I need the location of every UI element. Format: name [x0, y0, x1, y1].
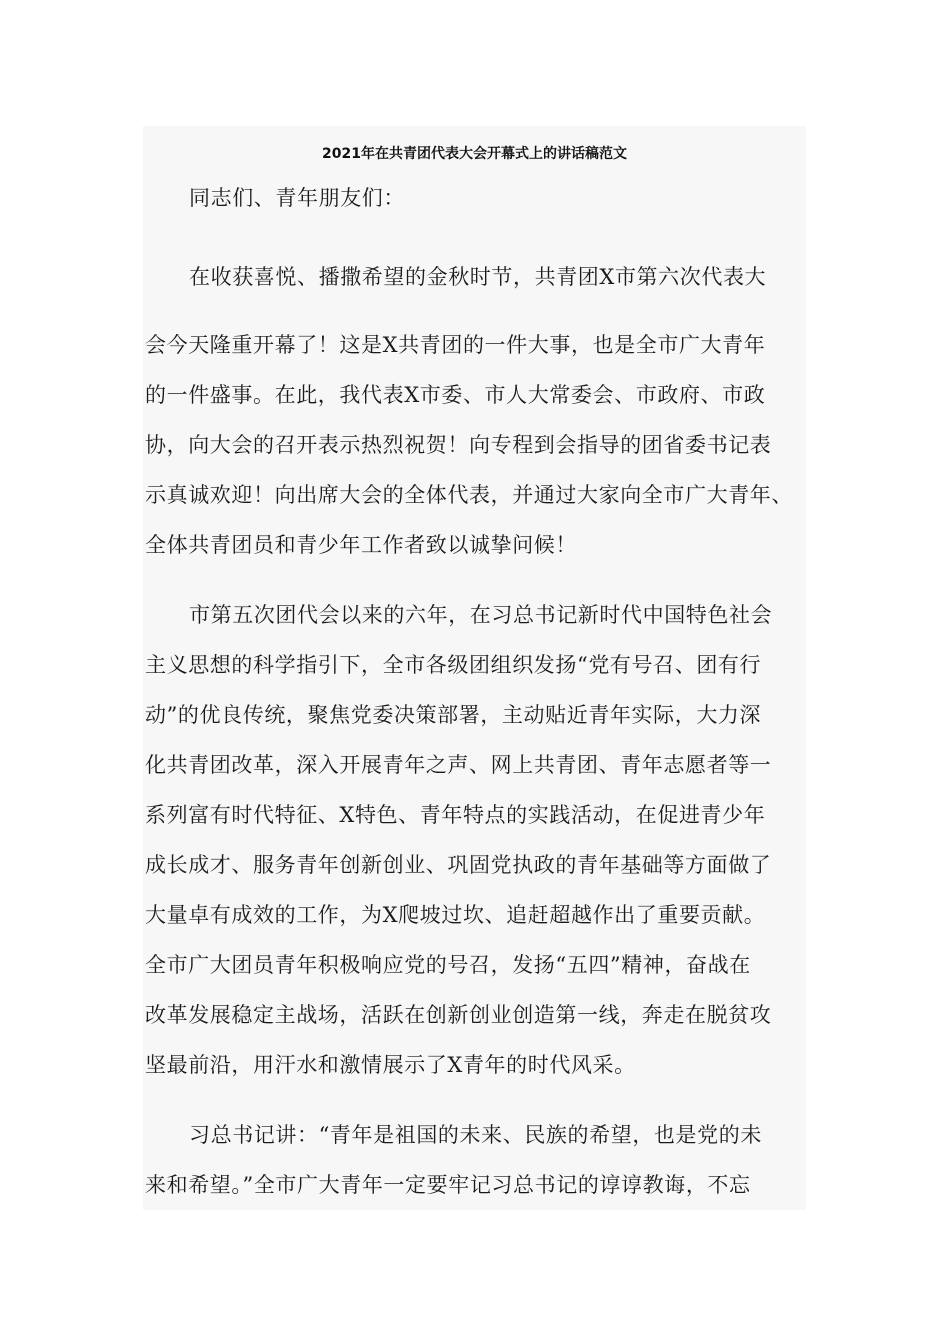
paragraph-line: 主义思想的科学指引下，全市各级团组织发扬“党有号召、团有行 [145, 653, 762, 677]
paragraph-line: 坚最前沿，用汗水和激情展示了X青年的时代风采。 [145, 1053, 636, 1077]
document-title: 2021年在共青团代表大会开幕式上的讲话稿范文 [322, 146, 627, 162]
paragraph-line: 的一件盛事。在此，我代表X市委、市人大常委会、市政府、市政 [145, 383, 766, 407]
paragraph-line: 协，向大会的召开表示热烈祝贺！向专程到会指导的团省委书记表 [145, 433, 772, 457]
paragraph-line: 市第五次团代会以来的六年，在习总书记新时代中国特色社会 [189, 603, 773, 627]
paragraph-line: 化共青团改革，深入开展青年之声、网上共青团、青年志愿者等一 [145, 753, 772, 777]
paragraph-line: 全市广大团员青年积极响应党的号召，发扬“五四”精神，奋战在 [145, 953, 751, 977]
document-page [143, 126, 806, 1210]
paragraph-line: 习总书记讲：“青年是祖国的未来、民族的希望，也是党的未 [189, 1123, 762, 1147]
paragraph-line: 成长成才、服务青年创新创业、巩固党执政的青年基础等方面做了 [145, 853, 772, 877]
paragraph-line: 系列富有时代特征、X特色、青年特点的实践活动，在促进青少年 [145, 803, 766, 827]
paragraph-line: 改革发展稳定主战场，活跃在创新创业创造第一线，奔走在脱贫攻 [145, 1003, 772, 1027]
paragraph-line: 来和希望。”全市广大青年一定要牢记习总书记的谆谆教诲，不忘 [145, 1173, 751, 1197]
greeting: 同志们、青年朋友们： [189, 186, 405, 210]
paragraph-line: 大量卓有成效的工作，为X爬坡过坎、追赶超越作出了重要贡献。 [145, 903, 766, 927]
paragraph-line: 会今天隆重开幕了！这是X共青团的一件大事，也是全市广大青年 [145, 333, 766, 357]
paragraph-line: 全体共青团员和青少年工作者致以诚挚问候！ [145, 533, 577, 557]
paragraph-line: 动”的优良传统，聚焦党委决策部署，主动贴近青年实际，大力深 [145, 703, 762, 727]
paragraph-line: 在收获喜悦、播撒希望的金秋时节，共青团X市第六次代表大 [189, 265, 767, 289]
paragraph-line: 示真诚欢迎！向出席大会的全体代表，并通过大家向全市广大青年、 [145, 483, 793, 507]
